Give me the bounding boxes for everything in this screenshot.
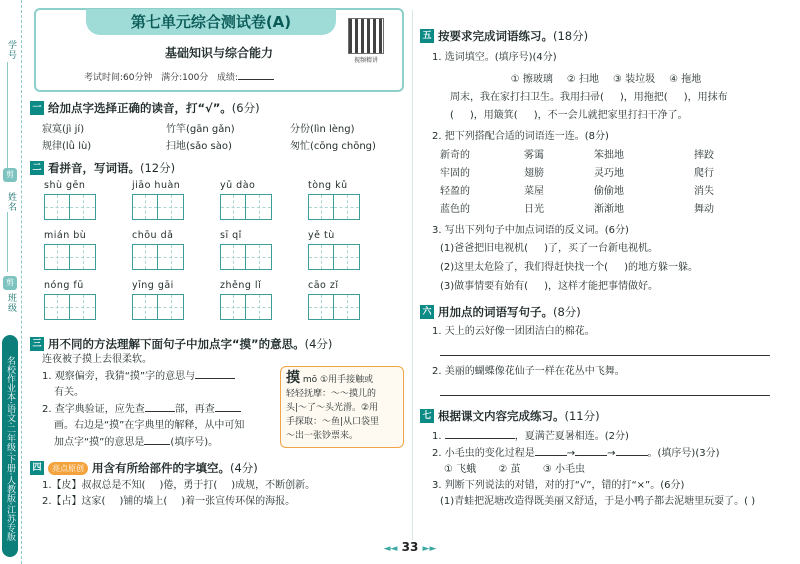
section-number: 七: [420, 409, 434, 423]
dict-pinyin: mō: [302, 375, 318, 385]
q-text: )，用簸箕(: [469, 110, 518, 121]
pinyin-text: chōu dǎ: [132, 230, 174, 241]
pronunciation-item[interactable]: 竹竿(gān gǎn): [166, 124, 235, 135]
pinyin-cell: [132, 180, 220, 228]
question-3-2: [42, 401, 276, 451]
q-text: )着一张宣传环保的海报。: [181, 496, 296, 507]
answer-blank[interactable]: [445, 428, 515, 439]
pinyin-text: zhěng lǐ: [220, 280, 262, 291]
q-text: )倦，勇于打(: [159, 480, 218, 491]
section-number: 五: [420, 29, 434, 43]
section-title: 用不同的方法理解下面句子中加点字“摸”的意思。: [48, 337, 305, 351]
pinyin-cell: [44, 230, 132, 278]
arrow-icon: →: [566, 448, 576, 459]
writing-box[interactable]: [132, 244, 158, 270]
section-3-heading: [30, 336, 408, 352]
page-subtitle: 基础知识与综合能力: [164, 46, 273, 60]
section-3-body: [30, 352, 408, 456]
answer-line[interactable]: [440, 340, 770, 356]
q-text: 部，再查: [174, 404, 215, 415]
section-title: 给加点字选择正确的读音，打“√”。: [48, 101, 232, 115]
question-7-2-choices: [444, 462, 792, 478]
pinyin-grid: [44, 180, 408, 328]
q-text: ，夏满芒夏暑相连。(2分): [514, 431, 629, 442]
section-title: 用加点的词语写句子。: [438, 305, 553, 319]
match-word[interactable]: 新奇的: [440, 150, 470, 161]
dict-line: ①用手接触或: [320, 375, 374, 385]
section-score: (12分): [140, 161, 176, 175]
section-title: 按要求完成词语练习。: [438, 29, 553, 43]
q-text: (2)这里太危险了，我们得赶快找一个(: [440, 262, 609, 273]
student-id-label: 学号: [6, 40, 16, 60]
pronunciation-item[interactable]: 规律(lǜ lù): [42, 141, 92, 152]
dict-line: 手探取：～鱼|从口袋里: [286, 417, 380, 427]
q-text: 有关。: [54, 387, 84, 398]
page-number-text: 33: [401, 540, 419, 554]
name-label: 姓名: [6, 192, 16, 212]
q-text: )的地方躲一躲。: [624, 262, 698, 273]
section-number: 一: [30, 101, 44, 115]
question-5-1: 1. 选词填空。(填序号)(4分): [432, 52, 557, 63]
writing-box[interactable]: [220, 244, 246, 270]
q-text: )了，买了一台新电视机。: [544, 243, 658, 254]
dict-line: 头|～了～头光滑。②用: [286, 403, 379, 413]
writing-box[interactable]: [158, 244, 184, 270]
answer-blank[interactable]: [616, 445, 648, 456]
antonym-list: [440, 239, 792, 296]
dict-character: 摸: [286, 370, 300, 386]
q-text: 2. 小毛虫的变化过程是: [432, 448, 535, 459]
answer-blank[interactable]: [144, 434, 170, 445]
section-number: 三: [30, 337, 44, 351]
pinyin-cell: [308, 280, 396, 328]
match-word[interactable]: 舞动: [694, 204, 714, 215]
name-line: [7, 212, 8, 272]
choice-item: ③ 小毛虫: [542, 464, 585, 475]
question-4-2: [42, 494, 408, 510]
section-5-heading: [420, 28, 792, 44]
class-label: 班级: [6, 293, 16, 313]
dict-line: ～出一张钞票来。: [286, 431, 359, 441]
writing-box[interactable]: [308, 194, 334, 220]
matching-grid: [440, 149, 792, 217]
pinyin-cell: [308, 180, 396, 228]
match-word[interactable]: 爬行: [694, 168, 714, 179]
q-text: 1.【皮】叔叔总是不知(: [42, 480, 146, 491]
left-page: [30, 8, 408, 548]
q-text: )成规，不断创新。: [231, 480, 316, 491]
choice-item: ① 擦玻璃: [510, 74, 553, 85]
pinyin-text: jiāo huàn: [132, 180, 181, 191]
answer-blank[interactable]: [535, 445, 567, 456]
q-text: )铺的墙上(: [119, 496, 168, 507]
pinyin-text: nóng fū: [44, 280, 84, 291]
pinyin-cell: [132, 280, 220, 328]
match-word[interactable]: 渐渐地: [594, 204, 624, 215]
fill-paragraph: [450, 89, 792, 125]
writing-box[interactable]: [132, 294, 158, 320]
pinyin-text: mián bù: [44, 230, 87, 241]
qr-code-icon: [348, 18, 384, 54]
choice-item: ④ 拖地: [669, 74, 702, 85]
q-text: 。(填序号)(3分): [647, 448, 720, 459]
section-number: 四: [30, 461, 44, 475]
pinyin-text: tòng kǔ: [308, 180, 348, 191]
question-5-3: 3. 写出下列句子中加点词语的反义词。(6分): [432, 225, 629, 236]
choice-item: ① 飞蛾: [444, 464, 477, 475]
match-word[interactable]: 雾霭: [524, 150, 544, 161]
question-7-3: 3. 判断下列说法的对错，对的打“√”，错的打“×”。(6分): [432, 480, 685, 491]
question-7-2: [432, 445, 792, 462]
writing-box[interactable]: [44, 194, 70, 220]
q-text: 加点字“摸”的意思是: [54, 437, 145, 448]
pinyin-cell: [308, 230, 396, 278]
pinyin-cell: [220, 180, 308, 228]
writing-box[interactable]: [44, 294, 70, 320]
student-id-line: [7, 62, 8, 172]
writing-box[interactable]: [220, 194, 246, 220]
page-number: [380, 540, 440, 554]
question-6-1: 1. 天上的云好像一团团洁白的棉花。: [432, 326, 595, 337]
arrow-icon: →: [607, 448, 616, 459]
section-7-heading: [420, 408, 792, 424]
q-text: )，用抹布: [683, 92, 728, 103]
q-text: )，不一会儿就把家里打扫干净了。: [533, 110, 688, 121]
answer-blank[interactable]: ( ): [744, 496, 756, 507]
pinyin-text: yīng gāi: [132, 280, 174, 291]
section-score: (4分): [304, 337, 333, 351]
question-6-2: 2. 美丽的蝴蝶像花仙子一样在花丛中飞舞。: [432, 366, 625, 377]
writing-box[interactable]: [70, 194, 96, 220]
section-4-heading: [30, 460, 408, 476]
writing-box[interactable]: [158, 294, 184, 320]
pinyin-cell: [220, 230, 308, 278]
result-blank[interactable]: [238, 79, 274, 80]
pinyin-cell: [220, 280, 308, 328]
example-sentence: 连夜被子摸上去很柔软。: [42, 354, 152, 365]
q-text: (3)做事情要有始有(: [440, 281, 529, 292]
answer-blank[interactable]: [575, 445, 607, 456]
question-3-1: [42, 368, 272, 401]
match-word[interactable]: 菜屋: [524, 186, 544, 197]
pronunciation-item[interactable]: 寂寞(jì jí): [42, 124, 85, 135]
writing-box[interactable]: [334, 194, 360, 220]
prev-arrow-icon: ◄◄: [383, 544, 398, 554]
qr-code[interactable]: [348, 18, 384, 64]
question-5-2: 2. 把下列搭配合适的词语连一连。(8分): [432, 131, 609, 142]
q-text: (1)爸爸把旧电视机(: [440, 243, 529, 254]
question-7-1: 1. ，夏满芒夏暑相连。(2分): [432, 428, 792, 445]
pinyin-cell: [44, 280, 132, 328]
section-title: 根据课文内容完成练习。: [438, 409, 565, 423]
match-word[interactable]: 牢固的: [440, 168, 470, 179]
pinyin-text: yǔ dào: [220, 180, 256, 191]
section-2-heading: [30, 160, 408, 176]
question-7-3-1: [440, 494, 792, 510]
writing-box[interactable]: [70, 294, 96, 320]
section-score: (11分): [564, 409, 600, 423]
section-title: 看拼音，写词语。: [48, 161, 140, 175]
dictionary-box: [280, 366, 404, 448]
pinyin-text: cāo zǐ: [308, 280, 339, 291]
match-word[interactable]: 灵巧地: [594, 168, 624, 179]
question-4-1: [42, 478, 408, 494]
writing-box[interactable]: [246, 294, 272, 320]
section-score: (8分): [553, 305, 581, 319]
title-box: [34, 8, 404, 92]
right-page: [420, 8, 792, 548]
writing-box[interactable]: [70, 244, 96, 270]
section-title: 用含有所给部件的字填空。: [92, 461, 230, 475]
match-word[interactable]: 笨拙地: [594, 150, 624, 161]
exam-full-score: 满分:100分: [161, 73, 209, 83]
answer-blank[interactable]: [145, 401, 175, 412]
match-word[interactable]: 蓝色的: [440, 204, 470, 215]
answer-line[interactable]: [440, 380, 770, 396]
match-word[interactable]: 日光: [524, 204, 544, 215]
original-badge: 亮点原创: [48, 462, 88, 475]
choice-item: ② 扫地: [566, 74, 599, 85]
page-title: 第七单元综合测试卷(A): [86, 9, 336, 35]
pinyin-text: sī qǐ: [220, 230, 242, 241]
writing-box[interactable]: [220, 294, 246, 320]
pinyin-text: shù gēn: [44, 180, 86, 191]
q-text: (: [450, 110, 454, 121]
q-text: )，这样才能把事情做好。: [544, 281, 658, 292]
q-text: 2.【占】这家(: [42, 496, 106, 507]
writing-box[interactable]: [132, 194, 158, 220]
pronunciation-item[interactable]: 匆忙(cōng chōng): [290, 141, 376, 152]
writing-box[interactable]: [246, 194, 272, 220]
pronunciation-item[interactable]: 扫地(sǎo sào): [166, 141, 232, 152]
section-number: 二: [30, 161, 44, 175]
q-text: (填序号)。: [170, 437, 219, 448]
writing-box[interactable]: [246, 244, 272, 270]
q-text: )，用拖把(: [619, 92, 668, 103]
book-series-label: 名校作业本·语文·二年级·下册·人教版·江苏专版: [2, 335, 18, 557]
section-score: (18分): [553, 29, 589, 43]
match-word[interactable]: 轻盈的: [440, 186, 470, 197]
q-text: 周末，我在家打扫卫生。我用扫帚(: [450, 92, 604, 103]
q-text: (1)青蛙把泥塘改造得既美丽又舒适，于是小鸭子都去泥塘里玩耍了。: [440, 496, 745, 507]
dict-line: 轻轻抚摩：～～摸儿的: [286, 389, 377, 399]
writing-box[interactable]: [44, 244, 70, 270]
answer-blank[interactable]: [195, 368, 235, 379]
q-text: 2. 查字典验证，应先查: [42, 404, 145, 415]
section-number: 六: [420, 305, 434, 319]
match-word[interactable]: 消失: [694, 186, 714, 197]
q-text: 1. 观察偏旁，我猜“摸”字的意思与: [42, 371, 196, 382]
writing-box[interactable]: [158, 194, 184, 220]
writing-box[interactable]: [308, 244, 334, 270]
cut-marker: 剪: [3, 168, 17, 182]
pinyin-text: yě tù: [308, 230, 335, 241]
exam-info: [84, 70, 274, 83]
exam-time: 考试时间:60分钟: [84, 73, 153, 83]
section-score: (4分): [230, 461, 258, 475]
answer-blank[interactable]: [215, 401, 241, 412]
next-arrow-icon: ►►: [422, 544, 437, 554]
match-word[interactable]: 翅膀: [524, 168, 544, 179]
writing-box[interactable]: [308, 294, 334, 320]
match-word[interactable]: 偷偷地: [594, 186, 624, 197]
cut-marker: 剪: [3, 276, 17, 290]
page-divider: [412, 10, 413, 540]
pinyin-cell: [44, 180, 132, 228]
writing-box[interactable]: [334, 244, 360, 270]
qr-label: 视频精讲: [353, 57, 378, 64]
match-word[interactable]: 摔跤: [694, 150, 714, 161]
section-6-heading: [420, 304, 792, 320]
writing-box[interactable]: [334, 294, 360, 320]
section-1-heading: [30, 100, 408, 116]
binding-strip: [0, 0, 22, 564]
pronunciation-item[interactable]: 分份(lìn lèng): [290, 124, 355, 135]
exam-result-label: 成绩:: [216, 73, 238, 83]
q-text: 画。右边是“摸”在字典里的解释，从中可知: [54, 420, 245, 431]
choice-item: ③ 装垃圾: [613, 74, 656, 85]
pronunciation-list: [42, 120, 408, 152]
pinyin-cell: [132, 230, 220, 278]
word-choices: [420, 70, 792, 85]
choice-item: ② 茧: [498, 464, 521, 475]
section-score: (6分): [231, 101, 260, 115]
